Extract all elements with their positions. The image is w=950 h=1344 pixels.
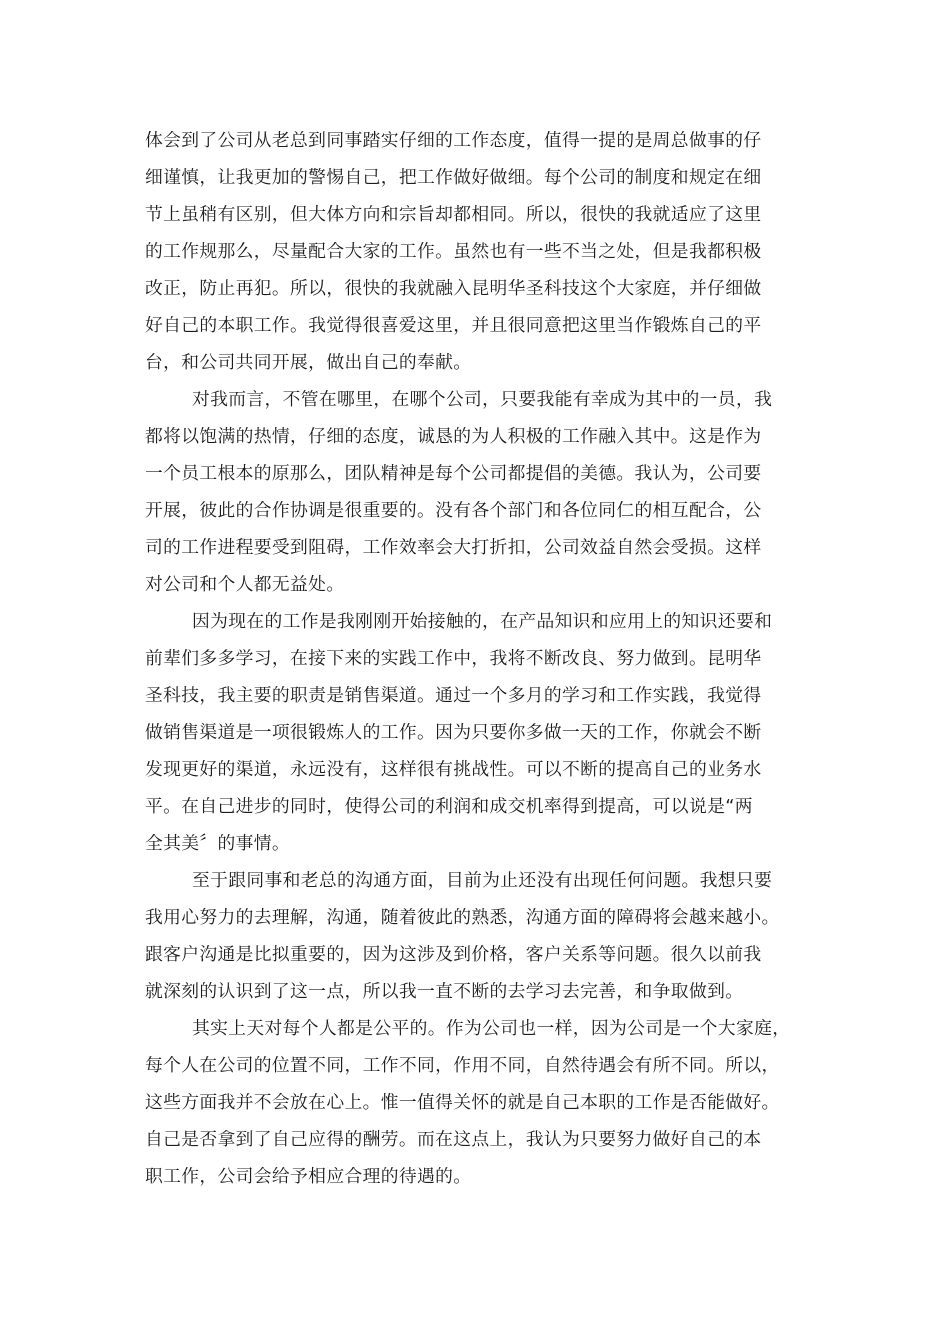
text-line: 前辈们多多学习，在接下来的实践工作中，我将不断改良、努力做到。昆明华 <box>145 648 762 669</box>
paragraph-first-line: 至于跟同事和老总的沟通方面，目前为止还没有出现任何问题。我想只要 <box>192 870 773 891</box>
text-line: 节上虽稍有区别，但大体方向和宗旨却都相同。所以，很快的我就适应了这里 <box>145 204 762 225</box>
text-line: 好自己的本职工作。我觉得很喜爱这里，并且很同意把这里当作锻炼自己的平 <box>145 315 762 336</box>
text-line: 对公司和个人都无益处。 <box>145 574 345 595</box>
text-line: 自己是否拿到了自己应得的酬劳。而在这点上，我认为只要努力做好自己的本 <box>145 1129 762 1150</box>
text-line: 职工作，公司会给予相应合理的待遇的。 <box>145 1166 472 1187</box>
text-line: 我用心努力的去理解，沟通，随着彼此的熟悉，沟通方面的障碍将会越来越小。 <box>145 907 780 928</box>
text-line: 都将以饱满的热情，仔细的态度，诚恳的为人积极的工作融入其中。这是作为 <box>145 426 762 447</box>
text-line: 每个人在公司的位置不同，工作不同，作用不同，自然待遇会有所不同。所以， <box>145 1055 780 1076</box>
text-line: 的工作规那么，尽量配合大家的工作。虽然也有一些不当之处，但是我都积极 <box>145 241 762 262</box>
text-line: 一个员工根本的原那么，团队精神是每个公司都提倡的美德。我认为，公司要 <box>145 463 762 484</box>
text-line: 平。在自己进步的同时，使得公司的利润和成交机率得到提高，可以说是“两 <box>145 796 753 817</box>
text-line: 跟客户沟通是比拟重要的，因为这涉及到价格，客户关系等问题。很久以前我 <box>145 944 762 965</box>
document-body <box>145 122 807 1195</box>
text-line: 发现更好的渠道，永远没有，这样很有挑战性。可以不断的提高自己的业务水 <box>145 759 762 780</box>
text-line: 全其美〞的事情。 <box>145 833 291 854</box>
text-line: 就深刻的认识到了这一点，所以我一直不断的去学习去完善，和争取做到。 <box>145 981 744 1002</box>
paragraph-first-line: 对我而言，不管在哪里，在哪个公司，只要我能有幸成为其中的一员，我 <box>192 389 773 410</box>
text-line: 这些方面我并不会放在心上。惟一值得关怀的就是自己本职的工作是否能做好。 <box>145 1092 780 1113</box>
paragraph-first-line: 其实上天对每个人都是公平的。作为公司也一样，因为公司是一个大家庭， <box>192 1018 791 1039</box>
text-line: 司的工作进程要受到阻碍，工作效率会大打折扣，公司效益自然会受损。这样 <box>145 537 762 558</box>
text-line: 改正，防止再犯。所以，很快的我就融入昆明华圣科技这个大家庭，并仔细做 <box>145 278 762 299</box>
text-line: 圣科技，我主要的职责是销售渠道。通过一个多月的学习和工作实践，我觉得 <box>145 685 762 706</box>
text-line: 开展，彼此的合作协调是很重要的。没有各个部门和各位同仁的相互配合，公 <box>145 500 762 521</box>
text-line: 台，和公司共同开展，做出自己的奉献。 <box>145 352 472 373</box>
text-line: 体会到了公司从老总到同事踏实仔细的工作态度，值得一提的是周总做事的仔 <box>145 130 762 151</box>
paragraph-first-line: 因为现在的工作是我刚刚开始接触的，在产品知识和应用上的知识还要和 <box>192 611 773 632</box>
text-line: 细谨慎，让我更加的警惕自己，把工作做好做细。每个公司的制度和规定在细 <box>145 167 762 188</box>
text-line: 做销售渠道是一项很锻炼人的工作。因为只要你多做一天的工作，你就会不断 <box>145 722 762 743</box>
